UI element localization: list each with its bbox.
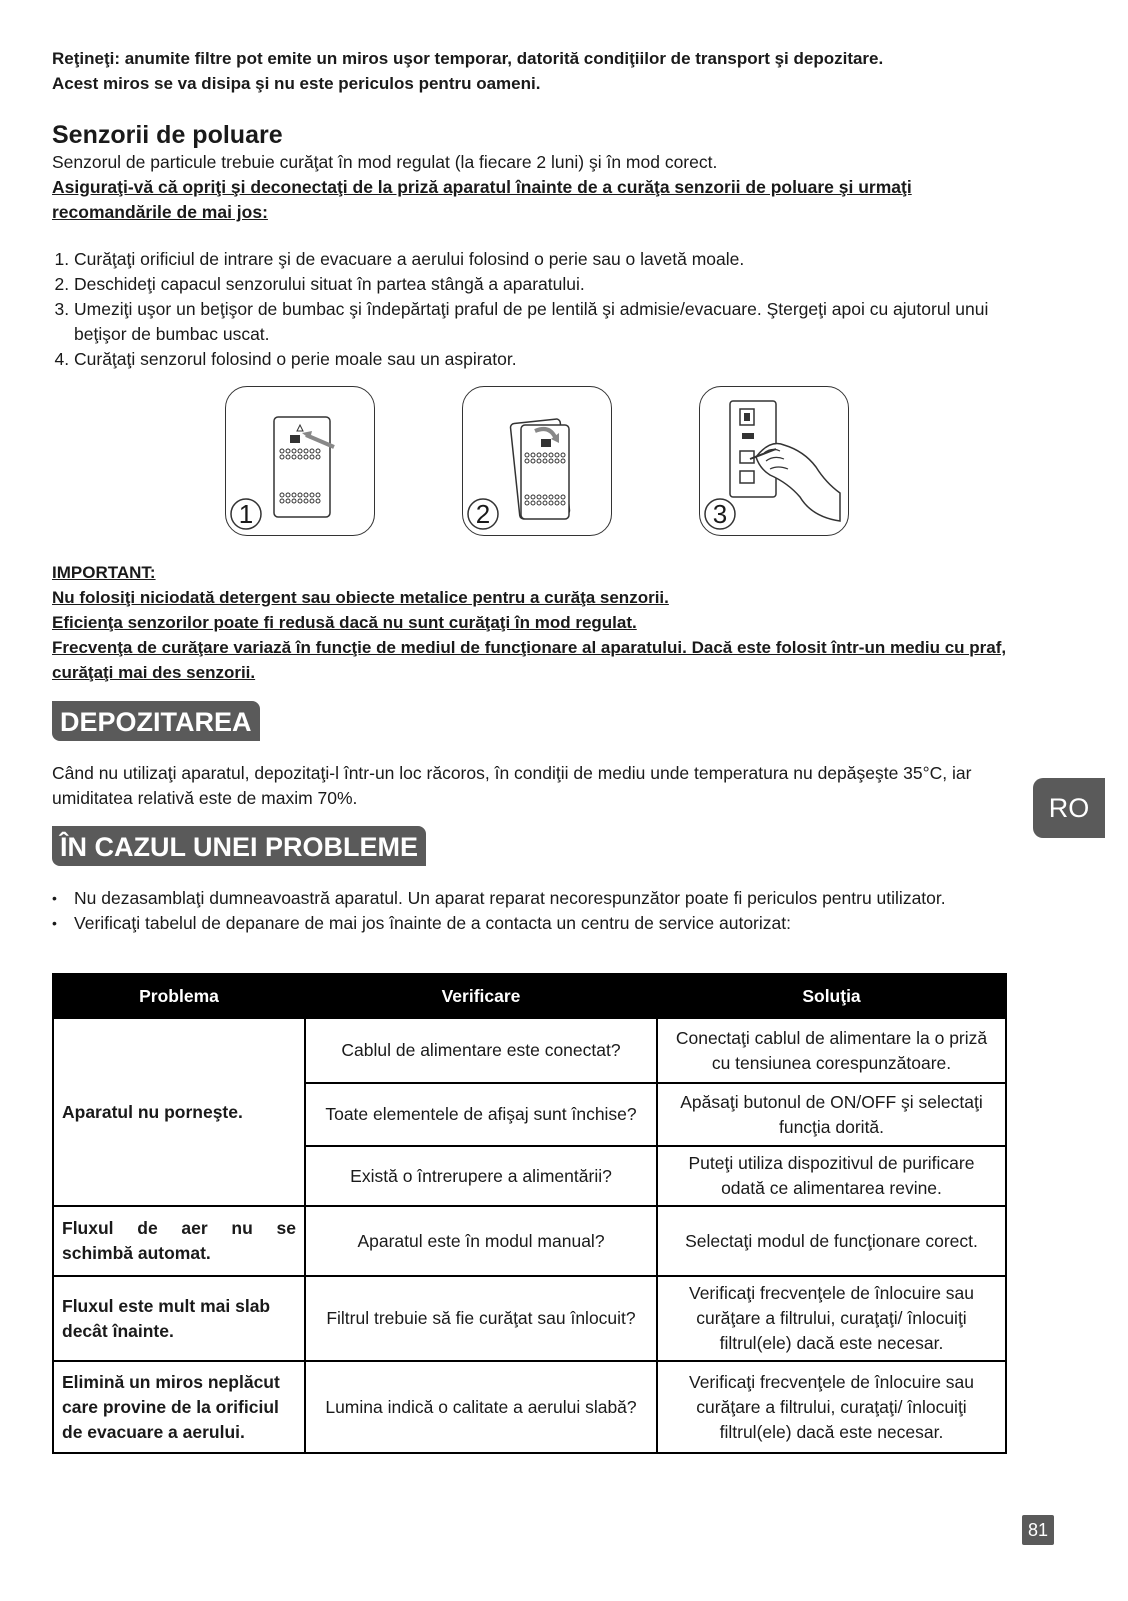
storage-section (52, 701, 1024, 741)
problems-heading: ÎN CAZUL UNEI PROBLEME (52, 826, 426, 866)
check-cell: Toate elementele de afişaj sunt închise? (305, 1083, 657, 1146)
sensors-warning: Asiguraţi-vă că opriţi şi deconectaţi de la priză aparatul înainte de a curăţa senzorii de poluare şi urmaţi recomandările de mai jos: (52, 177, 912, 222)
table-row (53, 1206, 1006, 1276)
sensors-title: Senzorii de poluare (52, 121, 283, 149)
solution-cell: Conectaţi cablul de alimentare la o priză cu tensiunea corespunzătoare. (657, 1018, 1006, 1083)
header-solution: Soluţia (657, 974, 1006, 1018)
table-header-row (53, 974, 1006, 1018)
solution-cell: Verificaţi frecvenţele de înlocuire sau curăţare a filtrului, curaţaţi/ înlocuiţi filtrul(ele) dacă este necesar. (657, 1361, 1006, 1453)
solution-cell: Apăsaţi butonul de ON/OFF şi selectaţi funcţia dorită. (657, 1083, 1006, 1146)
problems-section (52, 826, 1024, 866)
step-item: 4. Curăţaţi senzorul folosind o perie moale sau un aspirator. (74, 347, 1024, 372)
troubleshooting-table (52, 973, 1007, 1454)
problem-cell: Elimină un miros neplăcut care provine de la orificiul de evacuare a aerului. (53, 1361, 305, 1453)
figure-1 (225, 386, 375, 536)
table-row (53, 1276, 1006, 1361)
header-check: Verificare (305, 974, 657, 1018)
solution-cell: Selectaţi modul de funcţionare corect. (657, 1206, 1006, 1276)
note-line-2: Acest miros se va disipa şi nu este periculos pentru oameni. (52, 74, 541, 93)
important-heading: IMPORTANT: (52, 563, 156, 582)
bullet-item: • Nu dezasamblaţi dumneavoastră aparatul. Un aparat reparat necorespunzător poate fi periculos pentru utilizator. (74, 886, 1024, 911)
important-line: Eficienţa senzorilor poate fi redusă dacă nu sunt curăţaţi în mod regulat. (52, 613, 637, 632)
problem-cell: Fluxul este mult mai slab decât înainte. (53, 1276, 305, 1361)
table-row (53, 1361, 1006, 1453)
problem-cell: Aparatul nu porneşte. (53, 1018, 305, 1206)
step-item: 3. Umeziţi uşor un beţişor de bumbac şi îndepărtaţi praful de pe lentilă şi admisie/evacuare. Ştergeţi apoi cu ajutorul unui beţişor de bumbac uscat. (74, 297, 1024, 347)
storage-text: Când nu utilizaţi aparatul, depozitaţi-l într-un loc răcoros, în condiţii de mediu unde temperatura nu depăşeşte 35°C, iar umiditatea relativă este de maxim 70%. (52, 763, 972, 808)
language-tab: RO (1033, 778, 1105, 838)
step-item: 2. Deschideţi capacul senzorului situat în partea stângă a aparatului. (74, 272, 1024, 297)
important-line: Nu folosiţi niciodată detergent sau obiecte metalice pentru a curăţa senzorii. (52, 588, 669, 607)
bullet-item: • Verificaţi tabelul de depanare de mai jos înainte de a contacta un centru de service autorizat: (74, 911, 1024, 936)
check-cell: Cablul de alimentare este conectat? (305, 1018, 657, 1083)
sensor-illustrations (52, 386, 1024, 554)
check-cell: Există o întrerupere a alimentării? (305, 1146, 657, 1206)
figure-number: 3 (712, 499, 728, 529)
note-line-1: Reţineţi: anumite filtre pot emite un miros uşor temporar, datorită condiţiilor de transport şi depozitare. (52, 49, 884, 68)
page-number: 81 (1022, 1515, 1054, 1545)
manual-page (52, 46, 1024, 936)
check-cell: Aparatul este în modul manual? (305, 1206, 657, 1276)
check-cell: Filtrul trebuie să fie curăţat sau înlocuit? (305, 1276, 657, 1361)
solution-cell: Puteţi utiliza dispozitivul de purificare odată ce alimentarea revine. (657, 1146, 1006, 1206)
step-item: 1. Curăţaţi orificiul de intrare şi de evacuare a aerului folosind o perie sau o lavetă moale. (74, 247, 1024, 272)
header-problem: Problema (53, 974, 305, 1018)
figure-3 (699, 386, 849, 536)
figure-number: 2 (475, 499, 491, 529)
storage-heading: DEPOZITAREA (52, 701, 260, 741)
sensors-intro: Senzorul de particule trebuie curăţat în mod regulat (la fiecare 2 luni) şi în mod corect. (52, 152, 718, 172)
figure-2 (462, 386, 612, 536)
table-row (53, 1018, 1006, 1083)
important-line: Frecvenţa de curăţare variază în funcţie de mediul de funcţionare al aparatului. Dacă este folosit într-un mediu cu praf, curăţaţi mai des senzorii. (52, 638, 1007, 682)
problem-cell: Fluxul de aer nu se schimbă automat. (53, 1206, 305, 1276)
solution-cell: Verificaţi frecvenţele de înlocuire sau curăţare a filtrului, curaţaţi/ înlocuiţi filtrul(ele) dacă este necesar. (657, 1276, 1006, 1361)
cleaning-steps (52, 247, 1024, 372)
figure-number: 1 (238, 499, 254, 529)
problems-bullets (52, 886, 1024, 936)
check-cell: Lumina indică o calitate a aerului slabă? (305, 1361, 657, 1453)
